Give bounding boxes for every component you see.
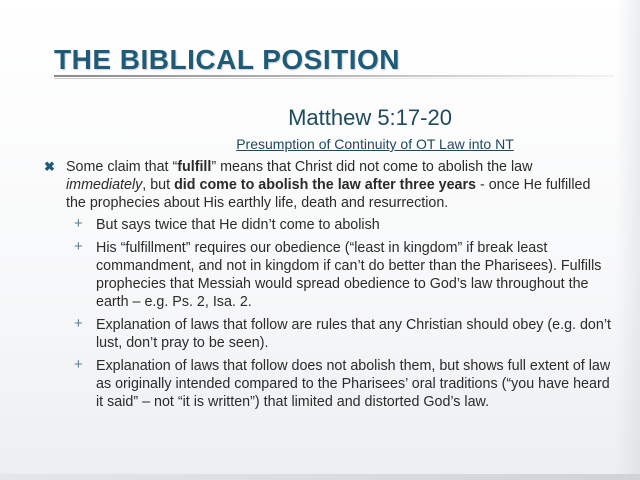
text-segment: Some claim that “	[66, 159, 178, 175]
plus-bullet-icon: +	[74, 215, 83, 232]
title-underline-shadow	[54, 78, 614, 79]
bold-term-fulfill: fulfill	[177, 159, 212, 175]
x-bullet-icon: ✖	[44, 159, 55, 174]
italic-term-immediately: immediately	[66, 177, 143, 193]
bottom-edge-decoration	[0, 474, 640, 480]
subheading: Presumption of Continuity of OT Law into NT	[236, 136, 514, 152]
right-edge-decoration	[616, 0, 640, 480]
text-segment: - once He fulfilled the prophecies about His earthly life, death and resurrection.	[66, 177, 591, 211]
plus-bullet-icon: +	[74, 356, 83, 373]
sub-bullet-text: But says twice that He didn’t come to abolish	[96, 217, 380, 233]
plus-bullet-icon: +	[74, 238, 83, 255]
text-segment: ” means that Christ did not come to abolish the law	[211, 159, 533, 175]
main-bullet	[44, 158, 614, 212]
sub-bullet	[44, 239, 614, 311]
slide-body	[44, 158, 614, 416]
bold-claim: did come to abolish the law after three years	[174, 177, 476, 193]
sub-bullet	[44, 216, 614, 234]
main-bullet-text	[66, 159, 590, 211]
slide-title: THE BIBLICAL POSITION	[54, 44, 400, 75]
title-underline	[54, 75, 614, 77]
sub-bullet-text: His “fulfillment” requires our obedience (“least in kingdom” if break least commandment, and not in kingdom if can’t do better than the Pharisees). Fulfills prophecies that Messiah would spread obedience to God’s law throughout the earth – e.g. Ps. 2, Isa. 2.	[96, 240, 602, 310]
scripture-heading: Matthew 5:17-20	[288, 105, 452, 130]
text-segment: , but	[142, 177, 175, 193]
sub-bullet	[44, 357, 614, 411]
sub-bullet-text: Explanation of laws that follow are rules that any Christian should obey (e.g. don’t lust, don’t pray to be seen).	[96, 317, 611, 351]
sub-bullet-text: Explanation of laws that follow does not abolish them, but shows full extent of law as originally intended compared to the Pharisees’ oral traditions (“you have heard it said” – not “it is written”) that limited and distorted God’s law.	[96, 358, 611, 410]
plus-bullet-icon: +	[74, 315, 83, 332]
sub-bullet	[44, 316, 614, 352]
